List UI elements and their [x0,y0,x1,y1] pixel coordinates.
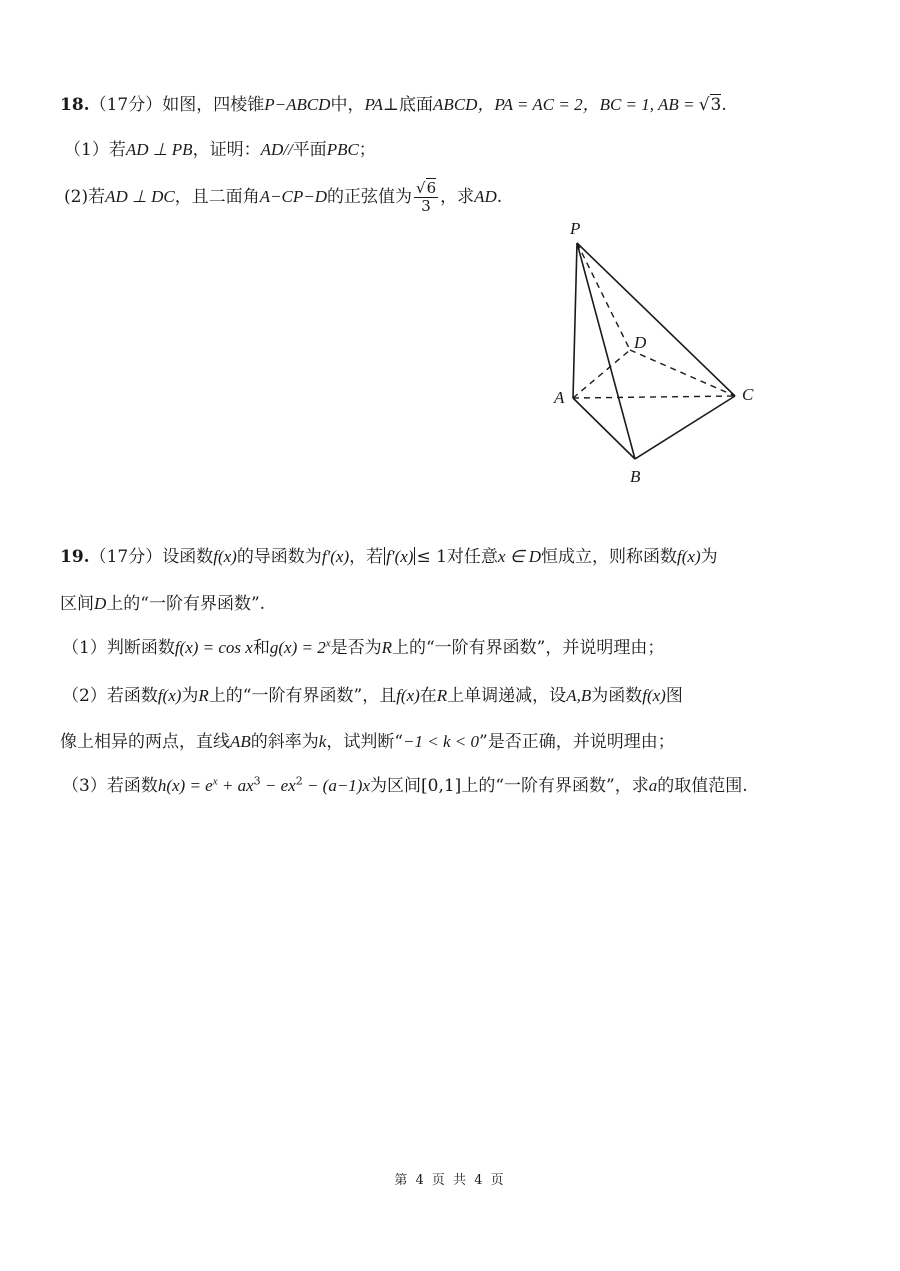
q19-sub-2: （2）若函数f(x)为R上的“一阶有界函数”，且f(x)在R上单调递减，设A,B为函数f(x)图 [62,686,683,706]
page-footer: 第 4 页 共 4 页 [394,1173,506,1188]
label-P: P [570,220,581,238]
q19-score: （17分） [89,547,163,567]
edge-PA [573,243,577,398]
q19-sub-1: （1）判断函数f(x) = cos x和$g(x) = 2^x$是否为R上的“一阶有界函数”，并说明理由； [62,637,665,658]
label-D: D [634,333,647,352]
pyramid-figure [548,220,778,490]
edge-AD-hidden [573,350,630,398]
q19-line-1: 19.（17分）设函数f(x)的导函数为f′(x)，若 f′(x) ≤ 1对任意x ∈ D恒成立，则称函数f(x)为 [60,547,718,567]
q18-number: 18. [60,95,90,115]
q19-number: 19. [60,547,90,567]
label-C: C [742,385,754,404]
fraction-sqrt6-over-3: $\frac{√6}{3}$ [416,179,437,215]
edge-DC-hidden [630,350,735,396]
edge-AB [573,398,635,459]
q18-part-1: （1）若AD ⊥ PB，证明：AD//平面PBC； [64,140,376,160]
q19-sub-3: （3）若函数$h(x) = e^x + ax^3 - ex^2 - (a-1)x$为区间[0,1]上的“一阶有界函数”，求a的取值范围. [62,774,748,796]
q18-part-2: (2)若AD ⊥ DC，且二面角A−CP−D的正弦值为 $\frac{√6}{3}$ ，求AD. [64,179,503,215]
label-B: B [630,467,641,486]
edge-BC [635,396,735,459]
q18-line-1: 18.（17分）如图，四棱锥P−ABCD中，PA⊥底面ABCD，PA = AC = 2，BC = 1, AB = √3. [60,95,727,115]
q18-score: （17分） [89,95,163,115]
edge-PB [577,243,635,459]
edge-PC [577,243,735,396]
q19-sub-2-line-2: 像上相异的两点，直线AB的斜率为k，试判断“−1 < k < 0”是否正确，并说明理由； [60,732,675,752]
q19-line-2: 区间D上的“一阶有界函数”. [60,594,266,614]
edge-AC-hidden [573,396,735,398]
label-A: A [554,388,565,407]
edge-PD-hidden [577,243,630,350]
